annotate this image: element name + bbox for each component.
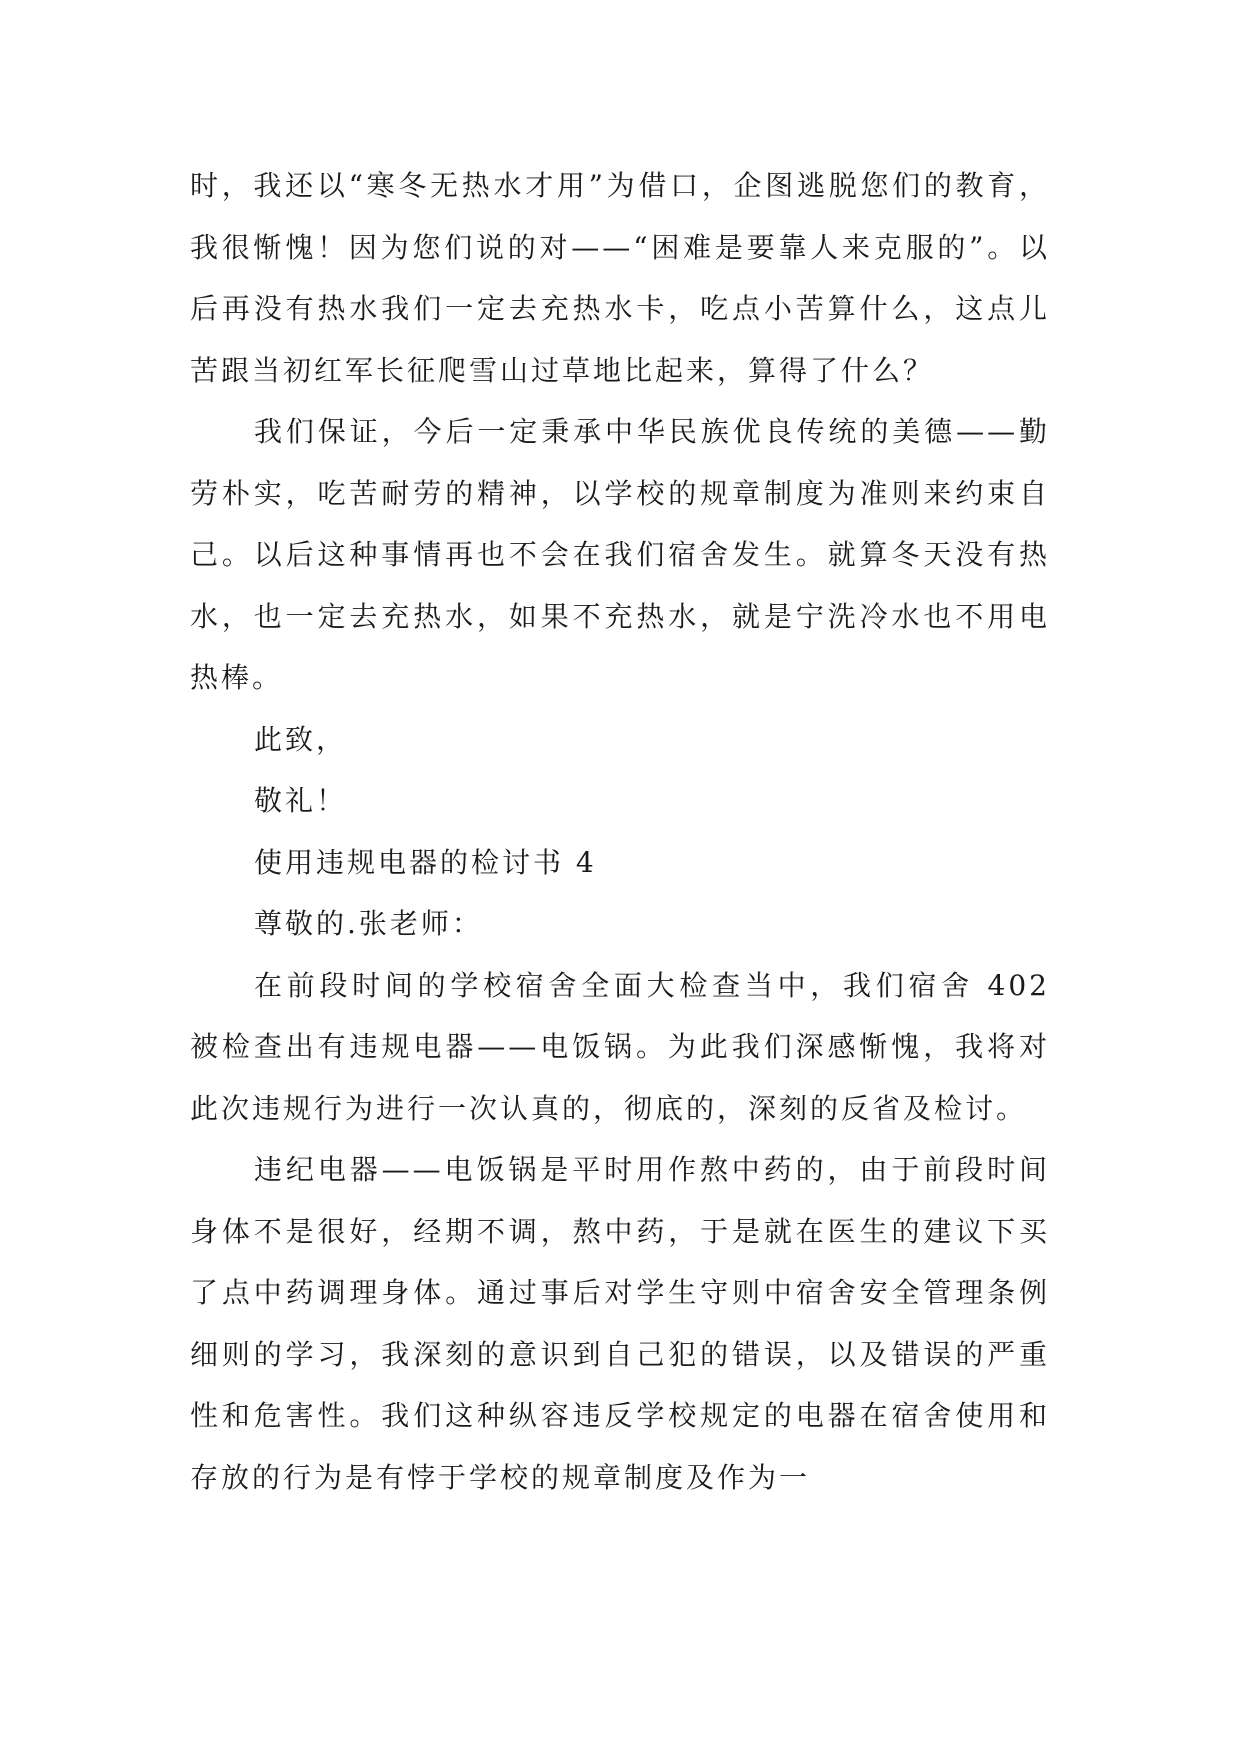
closing-regards: 敬礼！	[254, 784, 348, 817]
document-body	[190, 155, 1050, 1508]
closing-salutation: 此致，	[254, 722, 348, 756]
paragraph-incident: 在前段时间的学校宿舍全面大检查当中，我们宿舍 402 被检查出有违规电器——电饭锅。为此我们深感惭愧，我将对此次违规行为进行一次认真的，彻底的，深刻的反省及检讨。	[190, 968, 1050, 1125]
paragraph-explanation: 违纪电器——电饭锅是平时用作熬中药的，由于前段时间身体不是很好，经期不调，熬中药，于是就在医生的建议下买了点中药调理身体。通过事后对学生守则中宿舍安全管理条例细则的学习，我深刻的意识到自己犯的错误，以及错误的严重性和危害性。我们这种纵容违反学校规定的电器在宿舍使用和存放的行为是有悖于学校的规章制度及作为一	[190, 1153, 1050, 1494]
paragraph-continuation: 时，我还以“寒冬无热水才用”为借口，企图逃脱您们的教育，我很惭愧！因为您们说的对——“困难是要靠人来克服的”。以后再没有热水我们一定去充热水卡，吃点小苦算什么，这点儿苦跟当初红军长征爬雪山过草地比起来，算得了什么？	[190, 169, 1050, 387]
letter-greeting: 尊敬的.张老师：	[254, 907, 483, 940]
paragraph-pledge: 我们保证，今后一定秉承中华民族优良传统的美德——勤劳朴实，吃苦耐劳的精神，以学校的规章制度为准则来约束自己。以后这种事情再也不会在我们宿舍发生。就算冬天没有热水，也一定去充热水，如果不充热水，就是宁洗冷水也不用电热棒。	[190, 415, 1050, 694]
section-heading: 使用违规电器的检讨书 4	[254, 845, 597, 879]
